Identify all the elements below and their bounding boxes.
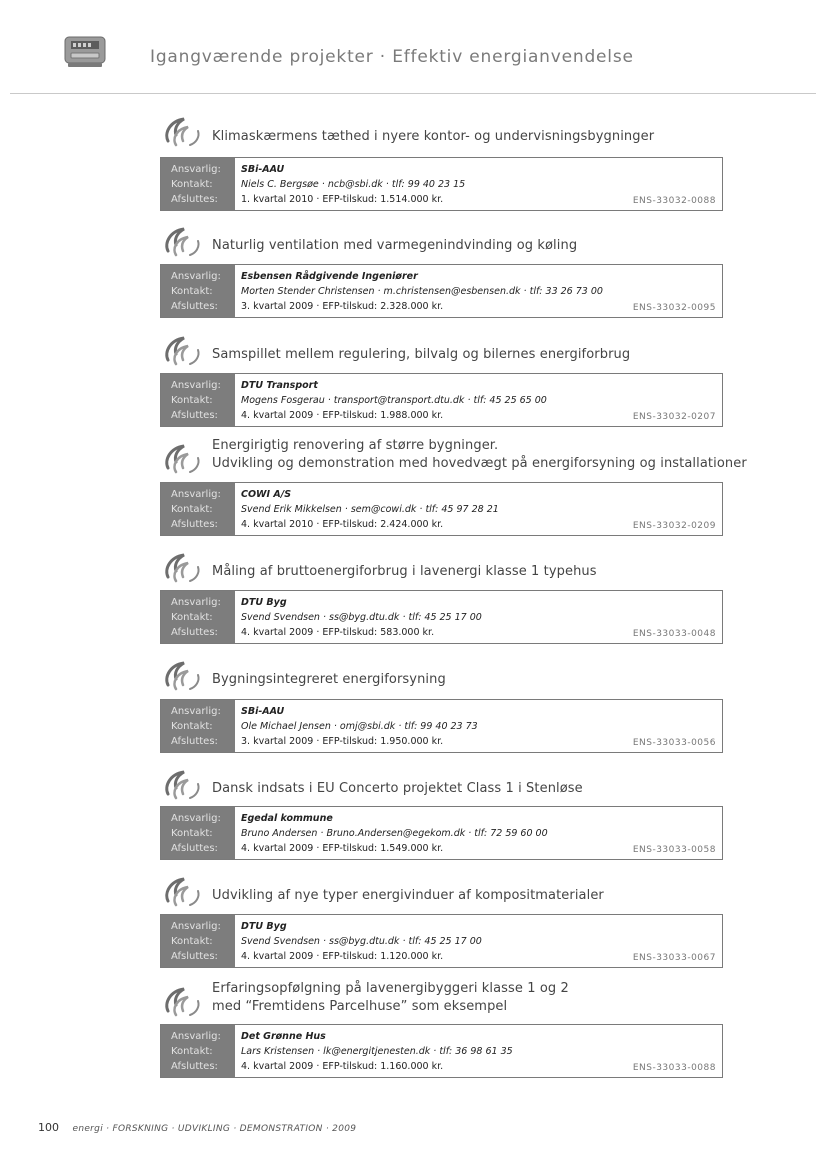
project-code: ENS-33032-0209 — [632, 521, 716, 531]
completion-funding: 3. kvartal 2009 · EFP-tilskud: 1.950.000 kr. — [241, 736, 444, 747]
completion-funding: 4. kvartal 2009 · EFP-tilskud: 1.160.000 kr. — [241, 1061, 444, 1072]
project-info-box — [160, 1024, 723, 1078]
completion-funding: 4. kvartal 2009 · EFP-tilskud: 1.120.000 kr. — [241, 951, 444, 962]
energy-swirl-logo-icon — [160, 442, 204, 476]
energy-swirl-logo-icon — [160, 875, 204, 909]
label-column — [161, 265, 235, 317]
project-title: Klimaskærmens tæthed i nyere kontor- og undervisningsbygninger — [212, 129, 655, 144]
printer-device-icon — [62, 33, 108, 69]
energy-swirl-logo-icon — [160, 551, 204, 585]
project-info-box — [160, 914, 723, 968]
label-column — [161, 1025, 235, 1077]
label-completion: Afsluttes: — [171, 301, 218, 312]
project-code: ENS-33033-0048 — [632, 629, 716, 639]
label-completion: Afsluttes: — [171, 951, 218, 962]
completion-funding: 4. kvartal 2010 · EFP-tilskud: 2.424.000 kr. — [241, 519, 444, 530]
project-info-box — [160, 699, 723, 753]
label-column — [161, 700, 235, 752]
label-responsible: Ansvarlig: — [171, 489, 221, 500]
project-code: ENS-33032-0207 — [632, 412, 716, 422]
contact-info: Svend Erik Mikkelsen · sem@cowi.dk · tlf: 45 97 28 21 — [241, 504, 499, 515]
label-contact: Kontakt: — [171, 504, 213, 515]
label-column — [161, 591, 235, 643]
header-divider — [10, 93, 816, 94]
responsible-org: SBi-AAU — [241, 706, 285, 717]
project-info-box — [160, 373, 723, 427]
label-responsible: Ansvarlig: — [171, 164, 221, 175]
project-title: Energirigtig renovering af større bygninger. — [212, 438, 499, 453]
page-footer — [38, 1121, 356, 1134]
responsible-org: Egedal kommune — [241, 813, 333, 824]
project-code: ENS-33033-0056 — [632, 738, 716, 748]
project-title: Måling af bruttoenergiforbrug i lavenergi klasse 1 typehus — [212, 564, 597, 579]
completion-funding: 3. kvartal 2009 · EFP-tilskud: 2.328.000 kr. — [241, 301, 444, 312]
energy-swirl-logo-icon — [160, 659, 204, 693]
project-title-line2: Udvikling og demonstration med hovedvægt på energiforsyning og installationer — [212, 456, 747, 471]
label-contact: Kontakt: — [171, 286, 213, 297]
responsible-org: COWI A/S — [241, 489, 292, 500]
project-title: Erfaringsopfølgning på lavenergibyggeri klasse 1 og 2 — [212, 981, 569, 996]
project-info-box — [160, 590, 723, 644]
project-info-box — [160, 264, 723, 318]
responsible-org: SBi-AAU — [241, 164, 285, 175]
project-code: ENS-33033-0088 — [632, 1063, 716, 1073]
responsible-org: DTU Byg — [241, 921, 287, 932]
completion-funding: 4. kvartal 2009 · EFP-tilskud: 1.549.000 kr. — [241, 843, 444, 854]
label-contact: Kontakt: — [171, 1046, 213, 1057]
project-title: Naturlig ventilation med varmegenindvinding og køling — [212, 238, 578, 253]
responsible-org: DTU Byg — [241, 597, 287, 608]
label-responsible: Ansvarlig: — [171, 271, 221, 282]
label-responsible: Ansvarlig: — [171, 1031, 221, 1042]
project-code: ENS-33033-0067 — [632, 953, 716, 963]
contact-info: Morten Stender Christensen · m.christensen@esbensen.dk · tlf: 33 26 73 00 — [241, 286, 603, 297]
contact-info: Niels C. Bergsøe · ncb@sbi.dk · tlf: 99 40 23 15 — [241, 179, 466, 190]
responsible-org: Det Grønne Hus — [241, 1031, 326, 1042]
contact-info: Lars Kristensen · lk@energitjenesten.dk · tlf: 36 98 61 35 — [241, 1046, 513, 1057]
contact-info: Mogens Fosgerau · transport@transport.dtu.dk · tlf: 45 25 65 00 — [241, 395, 547, 406]
project-code: ENS-33032-0095 — [632, 303, 716, 313]
label-contact: Kontakt: — [171, 612, 213, 623]
label-completion: Afsluttes: — [171, 410, 218, 421]
project-title: Bygningsintegreret energiforsyning — [212, 672, 446, 687]
contact-info: Bruno Andersen · Bruno.Andersen@egekom.dk · tlf: 72 59 60 00 — [241, 828, 548, 839]
responsible-org: Esbensen Rådgivende Ingeniører — [241, 271, 418, 282]
project-title-line2: med “Fremtidens Parcelhuse” som eksempel — [212, 999, 508, 1014]
label-contact: Kontakt: — [171, 721, 213, 732]
label-completion: Afsluttes: — [171, 736, 218, 747]
project-title: Udvikling af nye typer energivinduer af kompositmaterialer — [212, 888, 604, 903]
label-column — [161, 158, 235, 210]
completion-funding: 4. kvartal 2009 · EFP-tilskud: 583.000 kr. — [241, 627, 435, 638]
publication-name: energi · FORSKNING · UDVIKLING · DEMONSTRATION · 2009 — [72, 1124, 357, 1134]
contact-info: Ole Michael Jensen · omj@sbi.dk · tlf: 99 40 23 73 — [241, 721, 478, 732]
label-responsible: Ansvarlig: — [171, 380, 221, 391]
project-info-box — [160, 482, 723, 536]
energy-swirl-logo-icon — [160, 334, 204, 368]
label-completion: Afsluttes: — [171, 194, 218, 205]
project-title: Samspillet mellem regulering, bilvalg og bilernes energiforbrug — [212, 347, 631, 362]
energy-swirl-logo-icon — [160, 115, 204, 149]
page-title: Igangværende projekter · Effektiv energianvendelse — [150, 47, 634, 67]
label-completion: Afsluttes: — [171, 519, 218, 530]
contact-info: Svend Svendsen · ss@byg.dtu.dk · tlf: 45 25 17 00 — [241, 612, 482, 623]
label-column — [161, 483, 235, 535]
label-contact: Kontakt: — [171, 936, 213, 947]
label-responsible: Ansvarlig: — [171, 706, 221, 717]
energy-swirl-logo-icon — [160, 225, 204, 259]
label-responsible: Ansvarlig: — [171, 597, 221, 608]
label-responsible: Ansvarlig: — [171, 813, 221, 824]
completion-funding: 4. kvartal 2009 · EFP-tilskud: 1.988.000 kr. — [241, 410, 444, 421]
label-contact: Kontakt: — [171, 395, 213, 406]
label-column — [161, 915, 235, 967]
label-contact: Kontakt: — [171, 179, 213, 190]
label-contact: Kontakt: — [171, 828, 213, 839]
label-responsible: Ansvarlig: — [171, 921, 221, 932]
project-title: Dansk indsats i EU Concerto projektet Class 1 i Stenløse — [212, 781, 583, 796]
contact-info: Svend Svendsen · ss@byg.dtu.dk · tlf: 45 25 17 00 — [241, 936, 482, 947]
label-column — [161, 374, 235, 426]
label-column — [161, 807, 235, 859]
label-completion: Afsluttes: — [171, 1061, 218, 1072]
project-code: ENS-33033-0058 — [632, 845, 716, 855]
project-code: ENS-33032-0088 — [632, 196, 716, 206]
completion-funding: 1. kvartal 2010 · EFP-tilskud: 1.514.000 kr. — [241, 194, 444, 205]
label-completion: Afsluttes: — [171, 627, 218, 638]
label-completion: Afsluttes: — [171, 843, 218, 854]
energy-swirl-logo-icon — [160, 768, 204, 802]
project-info-box — [160, 157, 723, 211]
page-number: 100 — [38, 1121, 59, 1134]
project-info-box — [160, 806, 723, 860]
energy-swirl-logo-icon — [160, 985, 204, 1019]
responsible-org: DTU Transport — [241, 380, 318, 391]
